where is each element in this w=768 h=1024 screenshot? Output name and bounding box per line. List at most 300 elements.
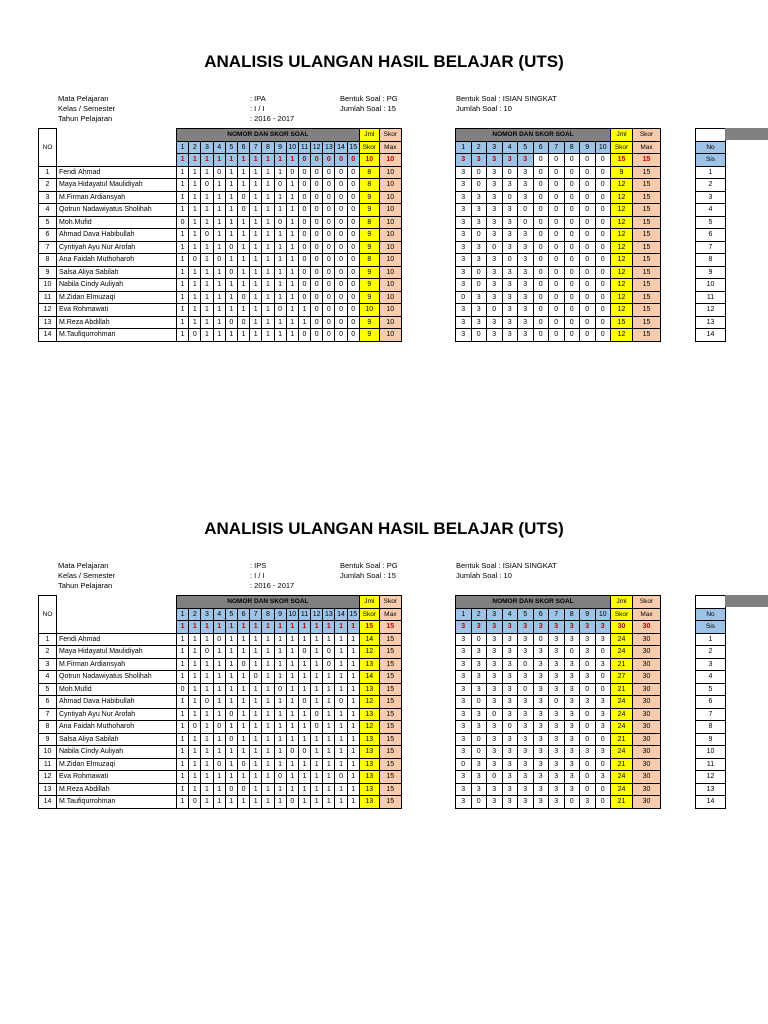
isian-score-cell: 3 <box>502 733 518 746</box>
isian-score-cell: 0 <box>549 166 565 179</box>
pg-score-cell: 1 <box>262 316 274 329</box>
pg-score-cell: 1 <box>262 279 274 292</box>
question-number: 7 <box>250 608 262 621</box>
pg-score-cell: 1 <box>201 796 213 809</box>
isian-score-cell: 0 <box>595 279 611 292</box>
isian-score-cell: 0 <box>595 166 611 179</box>
student-no: 3 <box>39 658 57 671</box>
pg-score-cell: 1 <box>262 708 274 721</box>
pg-max: 10 <box>379 191 401 204</box>
isian-score-cell: 0 <box>471 796 487 809</box>
question-number: 7 <box>549 608 565 621</box>
table-row <box>39 733 402 746</box>
question-number: 8 <box>564 608 580 621</box>
isian-score-cell: 3 <box>518 241 534 254</box>
table-row <box>696 166 726 179</box>
isian-score-cell: 3 <box>533 721 549 734</box>
pg-score-cell: 1 <box>177 166 189 179</box>
key-score: 3 <box>502 154 518 167</box>
isian-total: 12 <box>611 279 633 292</box>
isian-score-cell: 3 <box>518 279 534 292</box>
student-no: 1 <box>39 166 57 179</box>
isian-score-table <box>455 595 661 809</box>
pg-max: 10 <box>379 166 401 179</box>
isian-score-cell: 3 <box>487 266 503 279</box>
isian-score-cell: 3 <box>471 783 487 796</box>
pg-score-cell: 1 <box>311 733 323 746</box>
pg-score-cell: 1 <box>323 771 335 784</box>
table-row <box>696 708 726 721</box>
isian-score-cell: 3 <box>595 721 611 734</box>
pg-score-cell: 0 <box>311 316 323 329</box>
pg-score-cell: 1 <box>213 229 225 242</box>
pg-total: 9 <box>359 329 379 342</box>
key-score: 1 <box>201 154 213 167</box>
student-no: 14 <box>39 329 57 342</box>
isian-max: 30 <box>633 683 661 696</box>
pg-score-cell: 1 <box>177 721 189 734</box>
skor-header: Skor <box>633 596 661 609</box>
pg-score-cell: 1 <box>311 683 323 696</box>
question-number: 3 <box>201 608 213 621</box>
pg-score-cell: 1 <box>298 708 310 721</box>
pg-score-cell: 1 <box>189 241 201 254</box>
pg-score-cell: 1 <box>335 758 347 771</box>
table-row <box>456 783 661 796</box>
gray-header-bar <box>725 595 768 607</box>
isian-max: 30 <box>633 708 661 721</box>
isian-score-cell: 3 <box>595 633 611 646</box>
pg-score-cell: 1 <box>201 683 213 696</box>
pg-score-cell: 1 <box>335 671 347 684</box>
pg-score-cell: 0 <box>298 204 310 217</box>
isian-score-cell: 3 <box>502 216 518 229</box>
isian-score-cell: 3 <box>487 758 503 771</box>
pg-score-cell: 1 <box>225 179 237 192</box>
pg-score-cell: 1 <box>250 329 262 342</box>
key-score: 1 <box>189 621 201 634</box>
question-number: 13 <box>323 141 335 154</box>
isian-score-cell: 3 <box>487 721 503 734</box>
pg-score-cell: 1 <box>286 646 298 659</box>
isian-score-cell: 3 <box>456 658 472 671</box>
isian-max: 15 <box>633 266 661 279</box>
pg-score-cell: 1 <box>286 721 298 734</box>
pg-score-cell: 1 <box>286 229 298 242</box>
isian-score-cell: 3 <box>487 633 503 646</box>
table-row <box>696 304 726 317</box>
pg-score-cell: 1 <box>225 304 237 317</box>
pg-score-cell: 1 <box>201 658 213 671</box>
isian-score-cell: 3 <box>456 204 472 217</box>
meta-row <box>250 114 294 124</box>
pg-score-cell: 0 <box>323 291 335 304</box>
pg-score-cell: 0 <box>323 266 335 279</box>
pg-score-cell: 1 <box>189 229 201 242</box>
isian-max: 15 <box>633 279 661 292</box>
pg-score-cell: 1 <box>177 646 189 659</box>
key-score: 1 <box>262 154 274 167</box>
question-number: 3 <box>487 141 503 154</box>
pg-score-cell: 1 <box>237 279 249 292</box>
student-no: 10 <box>39 746 57 759</box>
pg-total: 9 <box>359 291 379 304</box>
pg-score-cell: 1 <box>274 204 286 217</box>
pg-score-cell: 1 <box>201 304 213 317</box>
student-number-table <box>695 595 726 809</box>
isian-score-cell: 0 <box>580 316 596 329</box>
isian-score-cell: 0 <box>533 254 549 267</box>
table-row <box>39 166 402 179</box>
pg-score-cell: 0 <box>323 179 335 192</box>
pg-total: 8 <box>359 216 379 229</box>
pg-score-cell: 1 <box>274 279 286 292</box>
meta-row <box>340 571 398 581</box>
pg-score-cell: 1 <box>323 633 335 646</box>
pg-score-cell: 1 <box>335 633 347 646</box>
isian-score-cell: 0 <box>549 254 565 267</box>
pg-score-cell: 1 <box>201 783 213 796</box>
student-sis-no: 2 <box>696 179 726 192</box>
pg-score-cell: 0 <box>225 266 237 279</box>
pg-score-cell: 0 <box>298 254 310 267</box>
student-no: 5 <box>39 683 57 696</box>
isian-score-cell: 3 <box>564 746 580 759</box>
isian-score-cell: 0 <box>580 254 596 267</box>
isian-score-cell: 0 <box>595 241 611 254</box>
isian-score-cell: 3 <box>533 671 549 684</box>
bentuk2-label: Bentuk Soal <box>456 561 497 570</box>
isian-score-cell: 3 <box>502 658 518 671</box>
student-no: 5 <box>39 216 57 229</box>
table-row <box>696 229 726 242</box>
pg-max: 15 <box>379 796 401 809</box>
kelas-value: : I / I <box>250 571 265 580</box>
pg-score-cell: 0 <box>335 241 347 254</box>
student-sis-no: 14 <box>696 329 726 342</box>
no-row <box>696 141 726 154</box>
student-sis-no: 5 <box>696 683 726 696</box>
pg-score-cell: 1 <box>286 266 298 279</box>
pg-group-header: NOMOR DAN SKOR SOAL <box>177 129 360 142</box>
isian-score-cell: 3 <box>456 696 472 709</box>
pg-score-cell: 0 <box>286 746 298 759</box>
pg-score-cell: 0 <box>298 746 310 759</box>
isian-score-cell: 3 <box>564 771 580 784</box>
pg-score-cell: 1 <box>225 671 237 684</box>
isian-score-cell: 3 <box>518 721 534 734</box>
analysis-section <box>0 519 768 819</box>
key-score: 1 <box>213 621 225 634</box>
pg-score-cell: 0 <box>311 216 323 229</box>
meta-row <box>250 581 294 591</box>
name-header-blank <box>57 129 177 167</box>
pg-score-cell: 1 <box>347 733 359 746</box>
bentuk1-value: : PG <box>382 561 398 570</box>
pg-score-cell: 1 <box>201 316 213 329</box>
pg-score-cell: 0 <box>237 191 249 204</box>
student-name: M.Zidan Elmuzaqi <box>57 291 177 304</box>
mapel-label: Mata Pelajaran <box>58 561 109 570</box>
pg-score-cell: 0 <box>335 291 347 304</box>
pg-score-cell: 0 <box>347 304 359 317</box>
pg-score-cell: 0 <box>189 329 201 342</box>
isian-score-cell: 3 <box>471 658 487 671</box>
isian-score-cell: 3 <box>533 796 549 809</box>
isian-total: 24 <box>611 746 633 759</box>
isian-score-cell: 3 <box>502 316 518 329</box>
pg-score-cell: 1 <box>311 633 323 646</box>
table-row <box>456 733 661 746</box>
isian-score-cell: 3 <box>471 758 487 771</box>
pg-score-cell: 1 <box>189 266 201 279</box>
isian-total: 12 <box>611 241 633 254</box>
isian-score-cell: 3 <box>456 279 472 292</box>
pg-score-cell: 0 <box>286 796 298 809</box>
answer-key-row <box>456 621 661 634</box>
isian-score-cell: 3 <box>487 279 503 292</box>
bentuk1-label: Bentuk Soal <box>340 94 381 103</box>
pg-score-cell: 0 <box>347 316 359 329</box>
isian-score-cell: 3 <box>456 254 472 267</box>
pg-score-cell: 0 <box>189 796 201 809</box>
pg-score-cell: 0 <box>323 241 335 254</box>
isian-score-cell: 0 <box>549 204 565 217</box>
table-row <box>39 783 402 796</box>
pg-score-cell: 1 <box>237 733 249 746</box>
isian-score-cell: 0 <box>564 254 580 267</box>
isian-total: 12 <box>611 329 633 342</box>
table-row <box>39 658 402 671</box>
isian-score-cell: 3 <box>533 646 549 659</box>
sis-row <box>696 621 726 634</box>
isian-total: 24 <box>611 783 633 796</box>
question-number: 4 <box>213 141 225 154</box>
isian-score-cell: 3 <box>595 746 611 759</box>
isian-group-header: NOMOR DAN SKOR SOAL <box>456 596 611 609</box>
pg-score-cell: 0 <box>335 216 347 229</box>
table-row <box>696 746 726 759</box>
pg-score-cell: 1 <box>177 696 189 709</box>
isian-score-cell: 0 <box>564 191 580 204</box>
isian-max: 30 <box>633 633 661 646</box>
isian-score-cell: 3 <box>487 229 503 242</box>
isian-score-cell: 3 <box>456 671 472 684</box>
student-name: M.Firman Ardiansyah <box>57 658 177 671</box>
pg-total: 9 <box>359 229 379 242</box>
isian-score-cell: 3 <box>487 746 503 759</box>
pg-max: 10 <box>379 329 401 342</box>
question-number: 1 <box>456 608 472 621</box>
pg-score-cell: 1 <box>201 254 213 267</box>
table-row <box>39 771 402 784</box>
bentuk2-label: Bentuk Soal <box>456 94 497 103</box>
pg-score-cell: 1 <box>237 329 249 342</box>
pg-score-cell: 0 <box>323 304 335 317</box>
key-score: 0 <box>347 154 359 167</box>
pg-score-cell: 1 <box>335 708 347 721</box>
question-number: 7 <box>250 141 262 154</box>
isian-score-cell: 0 <box>533 216 549 229</box>
isian-score-cell: 0 <box>564 796 580 809</box>
key-score: 3 <box>580 621 596 634</box>
isian-score-cell: 3 <box>564 708 580 721</box>
isian-score-cell: 0 <box>595 329 611 342</box>
bentuk2-value: : ISIAN SINGKAT <box>498 561 557 570</box>
pg-score-cell: 1 <box>213 179 225 192</box>
pg-score-cell: 1 <box>250 266 262 279</box>
isian-score-cell: 0 <box>580 329 596 342</box>
number-row <box>456 608 661 621</box>
pg-score-cell: 0 <box>237 658 249 671</box>
isian-score-cell: 3 <box>564 633 580 646</box>
pg-max: 10 <box>379 254 401 267</box>
isian-score-cell: 0 <box>471 166 487 179</box>
student-sis-no: 1 <box>696 166 726 179</box>
pg-max: 10 <box>379 241 401 254</box>
jumlah1-label: Jumlah Soal <box>340 571 382 580</box>
jumlah2-label: Jumlah Soal <box>456 104 498 113</box>
isian-score-cell: 0 <box>580 166 596 179</box>
isian-score-cell: 3 <box>564 683 580 696</box>
table-row <box>696 204 726 217</box>
isian-score-cell: 3 <box>549 646 565 659</box>
pg-score-cell: 0 <box>335 771 347 784</box>
question-number: 9 <box>274 141 286 154</box>
pg-score-cell: 0 <box>335 254 347 267</box>
pg-score-cell: 0 <box>311 304 323 317</box>
isian-score-cell: 3 <box>502 266 518 279</box>
max-label: Max <box>633 141 661 154</box>
student-sis-no: 9 <box>696 266 726 279</box>
table-row <box>39 204 402 217</box>
isian-score-cell: 0 <box>533 266 549 279</box>
isian-score-cell: 0 <box>549 179 565 192</box>
pg-score-cell: 1 <box>274 254 286 267</box>
pg-max: 10 <box>379 179 401 192</box>
isian-score-cell: 3 <box>518 633 534 646</box>
isian-score-cell: 3 <box>533 746 549 759</box>
pg-score-cell: 1 <box>213 204 225 217</box>
student-sis-no: 13 <box>696 316 726 329</box>
meta-row <box>250 571 294 581</box>
isian-score-cell: 3 <box>502 783 518 796</box>
student-no: 7 <box>39 708 57 721</box>
student-name: Qotrun Nadawiyatus Sholihah <box>57 204 177 217</box>
pg-max: 15 <box>379 783 401 796</box>
pg-score-cell: 1 <box>311 796 323 809</box>
kelas-label: Kelas / Semester <box>58 571 116 580</box>
isian-score-cell: 3 <box>456 229 472 242</box>
pg-max: 10 <box>379 204 401 217</box>
key-score: 3 <box>456 154 472 167</box>
pg-score-cell: 0 <box>274 216 286 229</box>
pg-score-cell: 1 <box>311 696 323 709</box>
pg-total: 14 <box>359 671 379 684</box>
gray-header-bar <box>725 128 768 140</box>
pg-score-cell: 1 <box>274 721 286 734</box>
isian-score-cell: 0 <box>549 266 565 279</box>
pg-score-cell: 1 <box>237 646 249 659</box>
pg-total: 13 <box>359 796 379 809</box>
table-row <box>39 304 402 317</box>
isian-score-cell: 3 <box>456 166 472 179</box>
isian-score-cell: 3 <box>502 279 518 292</box>
pg-score-cell: 1 <box>323 758 335 771</box>
pg-score-cell: 0 <box>323 254 335 267</box>
pg-score-cell: 1 <box>213 658 225 671</box>
isian-score-cell: 0 <box>471 633 487 646</box>
isian-score-cell: 3 <box>502 683 518 696</box>
isian-total: 12 <box>611 179 633 192</box>
question-number: 10 <box>595 141 611 154</box>
pg-score-cell: 0 <box>335 229 347 242</box>
bentuk1-value: : PG <box>382 94 398 103</box>
student-sis-no: 12 <box>696 771 726 784</box>
pg-score-cell: 1 <box>177 316 189 329</box>
isian-max: 30 <box>633 658 661 671</box>
student-sis-no: 7 <box>696 708 726 721</box>
isian-max: 15 <box>633 304 661 317</box>
pg-score-cell: 1 <box>286 733 298 746</box>
isian-max: 15 <box>633 204 661 217</box>
pg-score-table <box>38 595 402 809</box>
pg-score-cell: 1 <box>177 241 189 254</box>
table-row <box>696 683 726 696</box>
table-row <box>696 646 726 659</box>
isian-max: 30 <box>633 721 661 734</box>
isian-score-cell: 0 <box>580 229 596 242</box>
isian-score-cell: 0 <box>518 216 534 229</box>
isian-total: 12 <box>611 229 633 242</box>
pg-max: 10 <box>379 316 401 329</box>
isian-score-cell: 3 <box>533 783 549 796</box>
pg-score-cell: 1 <box>201 771 213 784</box>
isian-score-cell: 3 <box>487 179 503 192</box>
isian-score-cell: 0 <box>471 746 487 759</box>
isian-score-cell: 3 <box>471 216 487 229</box>
isian-score-cell: 3 <box>518 758 534 771</box>
key-score: 1 <box>335 621 347 634</box>
isian-score-cell: 3 <box>595 696 611 709</box>
question-number: 5 <box>518 608 534 621</box>
isian-score-cell: 0 <box>595 683 611 696</box>
isian-score-cell: 0 <box>595 304 611 317</box>
pg-score-cell: 1 <box>250 796 262 809</box>
pg-score-cell: 0 <box>347 216 359 229</box>
pg-score-cell: 1 <box>237 708 249 721</box>
isian-score-cell: 0 <box>533 179 549 192</box>
pg-score-cell: 1 <box>225 216 237 229</box>
pg-score-cell: 1 <box>274 746 286 759</box>
key-score: 0 <box>549 154 565 167</box>
student-name: Eva Rohmawati <box>57 304 177 317</box>
student-name: Fendi Ahmad <box>57 166 177 179</box>
pg-score-cell: 0 <box>311 179 323 192</box>
pg-score-cell: 0 <box>274 683 286 696</box>
pg-max: 15 <box>379 708 401 721</box>
key-score: 3 <box>533 621 549 634</box>
pg-score-cell: 1 <box>262 771 274 784</box>
pg-score-cell: 1 <box>201 241 213 254</box>
table-row <box>39 708 402 721</box>
student-no: 7 <box>39 241 57 254</box>
pg-score-cell: 0 <box>311 191 323 204</box>
student-name: Cyntiyah Ayu Nur Arofah <box>57 708 177 721</box>
isian-score-cell: 0 <box>549 216 565 229</box>
student-sis-no: 3 <box>696 191 726 204</box>
question-number: 10 <box>595 608 611 621</box>
